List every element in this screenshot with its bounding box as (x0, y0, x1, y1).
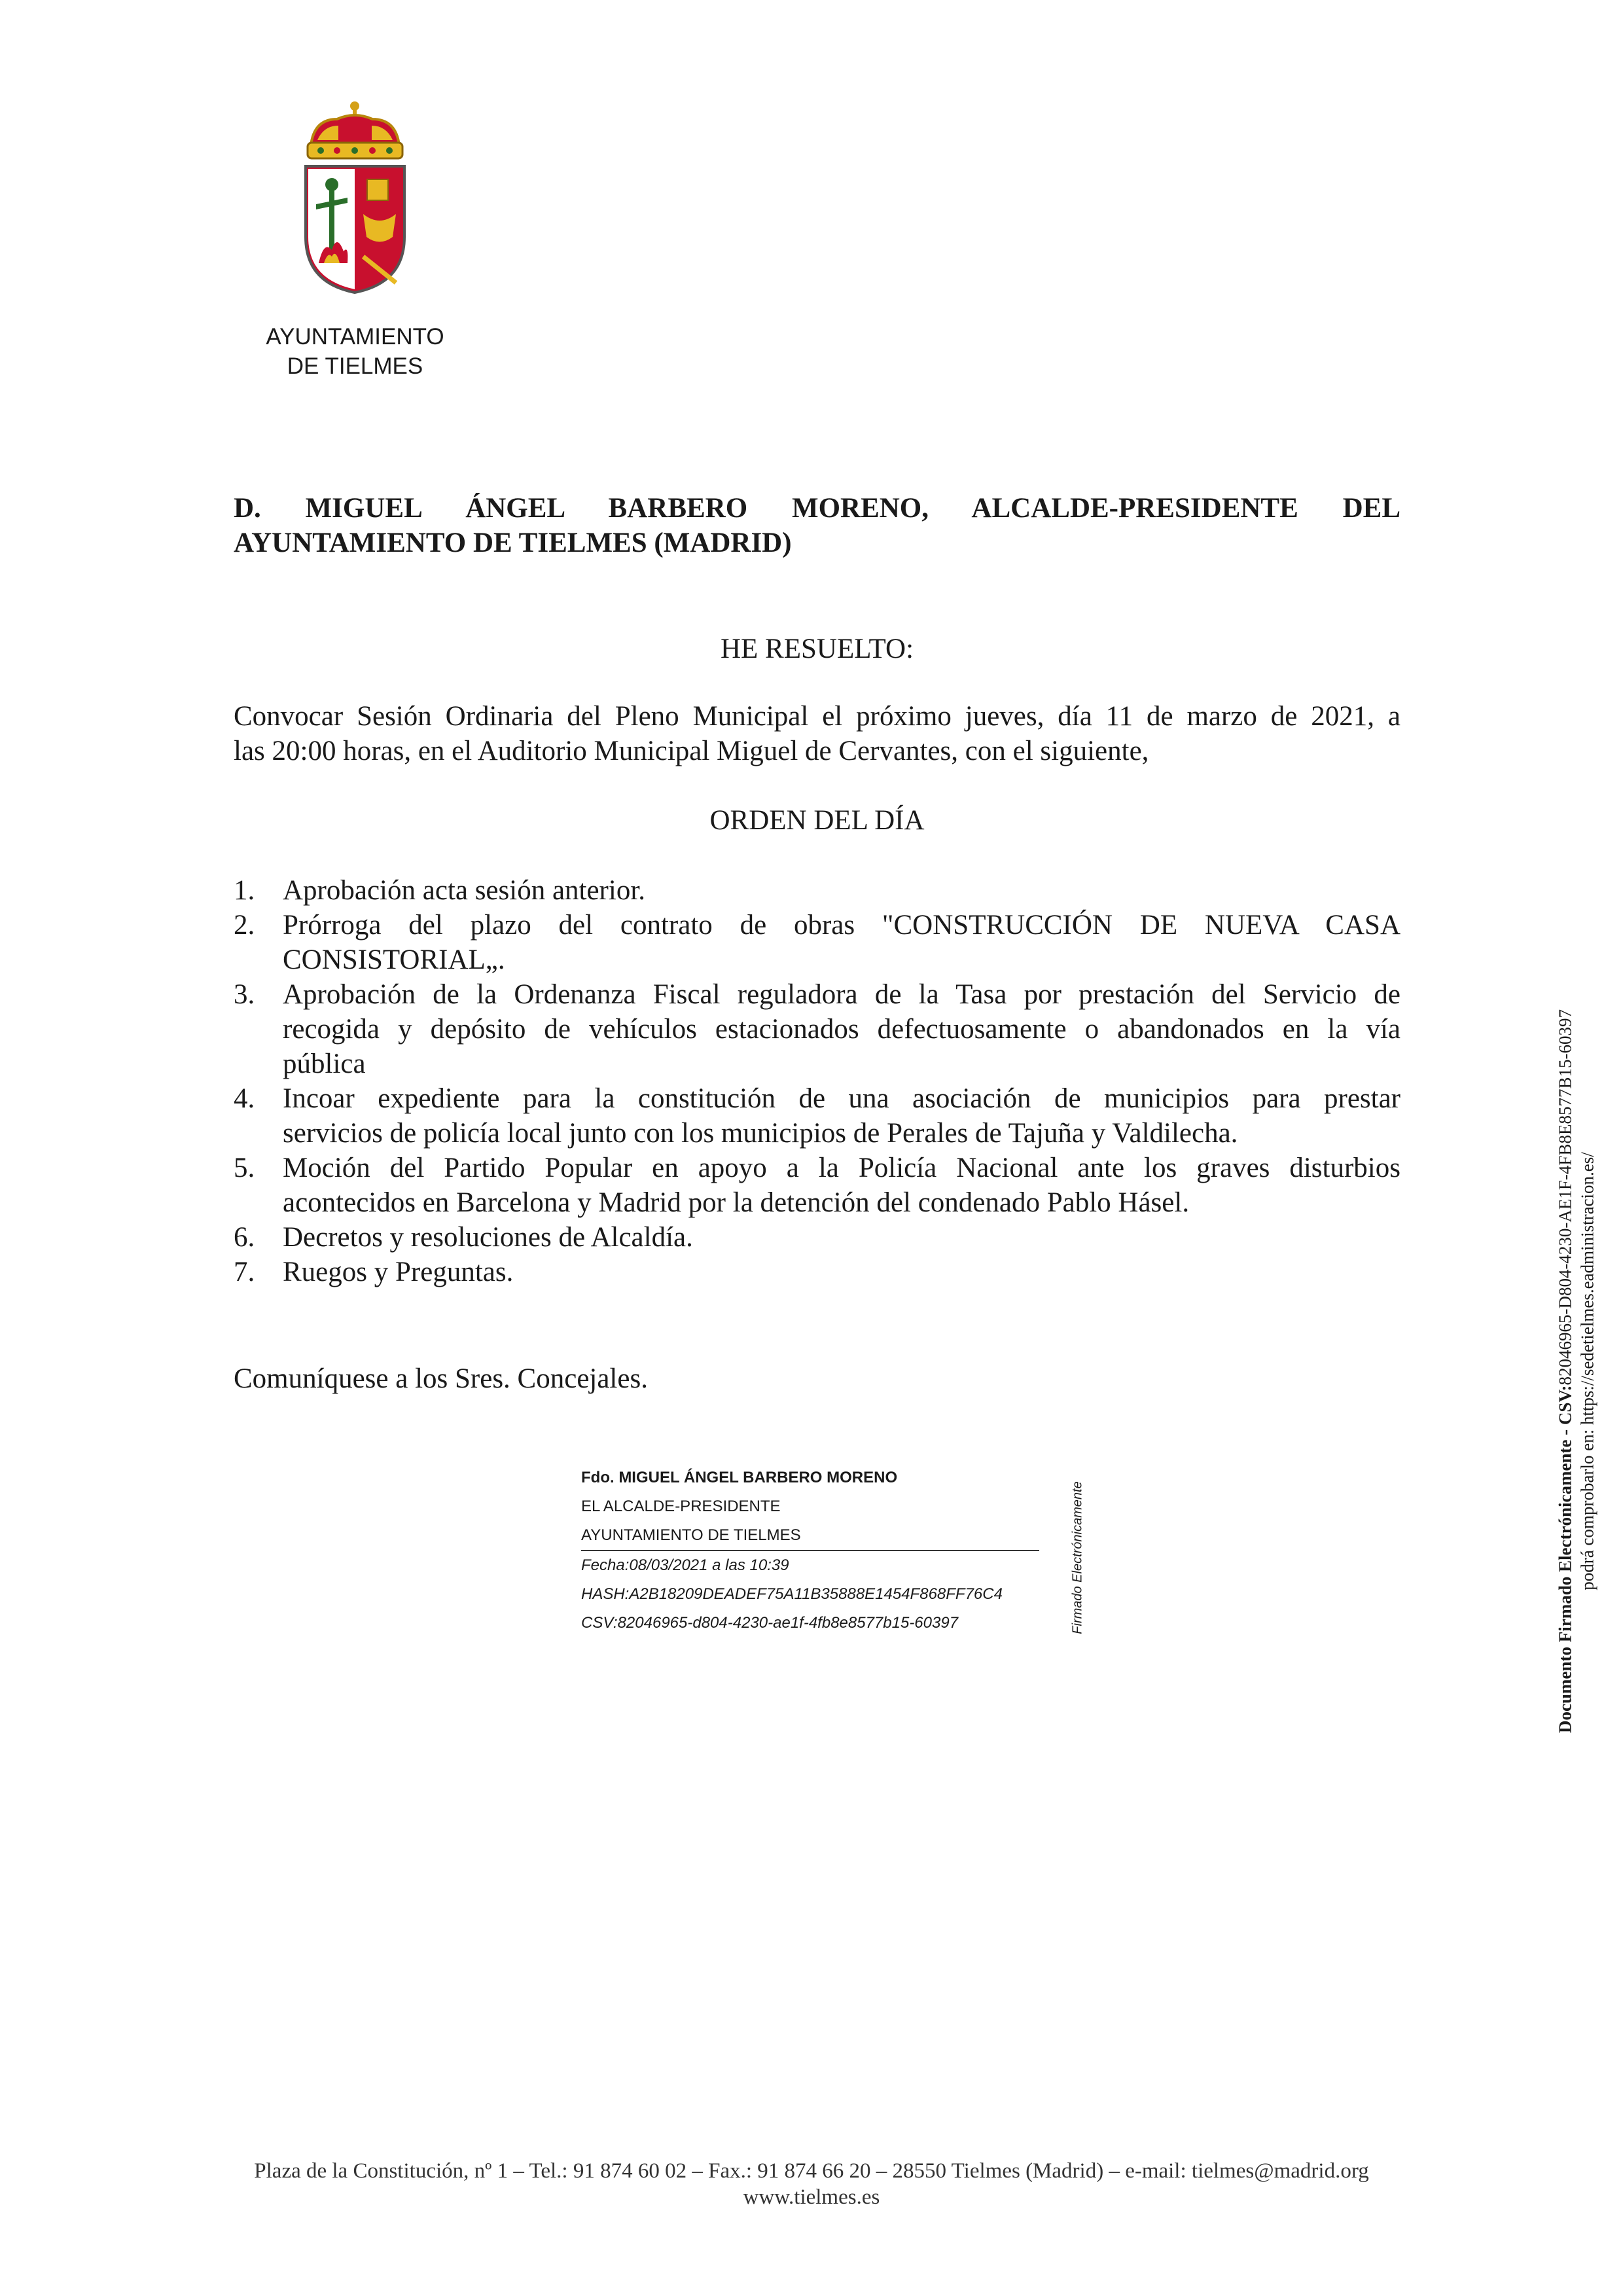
agenda-item (234, 1220, 1400, 1255)
intro-line-1: Convocar Sesión Ordinaria del Pleno Municipal el próximo jueves, día 11 de marzo de 2021, a (234, 701, 1400, 732)
he-resuelto-title: HE RESUELTO: (720, 634, 914, 664)
side-note-csv: 82046965-D804-4230-AE1F-4FB8E8577B15-60397 (1555, 1009, 1575, 1386)
side-note-bold: Documento Firmado Electrónicamente - CSV: (1555, 1385, 1575, 1733)
agenda-item-text: Aprobación acta sesión anterior. (283, 875, 646, 906)
agenda-item (234, 1151, 1400, 1220)
signature-hash: HASH:A2B18209DEADEF75A11B35888E1454F868FF76C4 (581, 1585, 1003, 1603)
footer-address: Plaza de la Constitución, nº 1 – Tel.: 91 874 60 02 – Fax.: 91 874 66 20 – 28550 Tielmes (Madrid) – e-mail: tielmes@madrid.org (254, 2159, 1369, 2183)
agenda-item-number: 3. (234, 979, 255, 1010)
agenda-item (234, 908, 1400, 977)
ayuntamiento-line-2: DE TIELMES (287, 353, 423, 379)
document-heading (234, 491, 1400, 560)
signature-org: AYUNTAMIENTO DE TIELMES (581, 1521, 1039, 1551)
coat-of-arms-logo (298, 99, 412, 296)
agenda-item-number: 2. (234, 910, 255, 941)
agenda-item-number: 4. (234, 1083, 255, 1114)
closing-text: Comuníquese a los Sres. Concejales. (234, 1363, 648, 1394)
ayuntamiento-line-1: AYUNTAMIENTO (266, 324, 444, 350)
agenda-item-text: servicios de policía local junto con los municipios de Perales de Tajuña y Valdilecha. (283, 1118, 1238, 1149)
firmado-stamp (1068, 1482, 1088, 1633)
agenda-item-text: Ruegos y Preguntas. (283, 1257, 514, 1287)
intro-line-2: las 20:00 horas, en el Auditorio Municipal Miguel de Cervantes, con el siguiente, (234, 736, 1149, 766)
signature-date: Fecha:08/03/2021 a las 10:39 (581, 1556, 789, 1574)
agenda-item (234, 1255, 1400, 1289)
agenda-item (234, 977, 1400, 1081)
signature-block (581, 1463, 1039, 1638)
side-note-line-2: podrá comprobarlo en: https://sedetielmes.eadministracion.es/ (1577, 1152, 1597, 1590)
agenda-item-number: 1. (234, 875, 255, 906)
agenda-item-text: pública (283, 1049, 366, 1079)
heading-line-2: AYUNTAMIENTO DE TIELMES (MADRID) (234, 528, 792, 558)
signature-name: Fdo. MIGUEL ÁNGEL BARBERO MORENO (581, 1469, 898, 1486)
signature-role: EL ALCALDE-PRESIDENTE (581, 1498, 781, 1515)
agenda-item-text: Prórroga del plazo del contrato de obras "CONSTRUCCIÓN DE NUEVA CASA (283, 910, 1400, 941)
footer-website: www.tielmes.es (743, 2185, 880, 2209)
agenda-item-text: acontecidos en Barcelona y Madrid por la detención del condenado Pablo Hásel. (283, 1187, 1190, 1218)
orden-del-dia-title: ORDEN DEL DÍA (709, 805, 925, 836)
agenda-item-text: Incoar expediente para la constitución de una asociación de municipios para prestar (283, 1083, 1400, 1114)
agenda-item-number: 5. (234, 1153, 255, 1183)
agenda-item-number: 7. (234, 1257, 255, 1287)
page-footer (0, 2158, 1623, 2210)
agenda-item-text: recogida y depósito de vehículos estacionados defectuosamente o abandonados en la vía (283, 1014, 1400, 1045)
agenda-item (234, 1081, 1400, 1151)
intro-paragraph (234, 699, 1400, 768)
firmado-stamp-text: Firmado Electrónicamente (1070, 1481, 1085, 1634)
signature-csv: CSV:82046965-d804-4230-ae1f-4fb8e8577b15-60397 (581, 1614, 959, 1632)
heading-line-1: D. MIGUEL ÁNGEL BARBERO MORENO, ALCALDE-PRESIDENTE DEL (234, 493, 1400, 524)
side-note-line-1 (1556, 1009, 1576, 1733)
agenda-item-text: Moción del Partido Popular en apoyo a la Policía Nacional ante los graves disturbios (283, 1153, 1400, 1183)
agenda-list (234, 873, 1400, 1289)
agenda-item-text: Decretos y resoluciones de Alcaldía. (283, 1222, 693, 1253)
agenda-item (234, 873, 1400, 908)
agenda-item-text: CONSISTORIAL„. (283, 944, 505, 975)
side-verification-note (1555, 969, 1623, 1774)
agenda-item-number: 6. (234, 1222, 255, 1253)
agenda-item-text: Aprobación de la Ordenanza Fiscal reguladora de la Tasa por prestación del Servicio de (283, 979, 1400, 1010)
ayuntamiento-label (249, 322, 461, 381)
